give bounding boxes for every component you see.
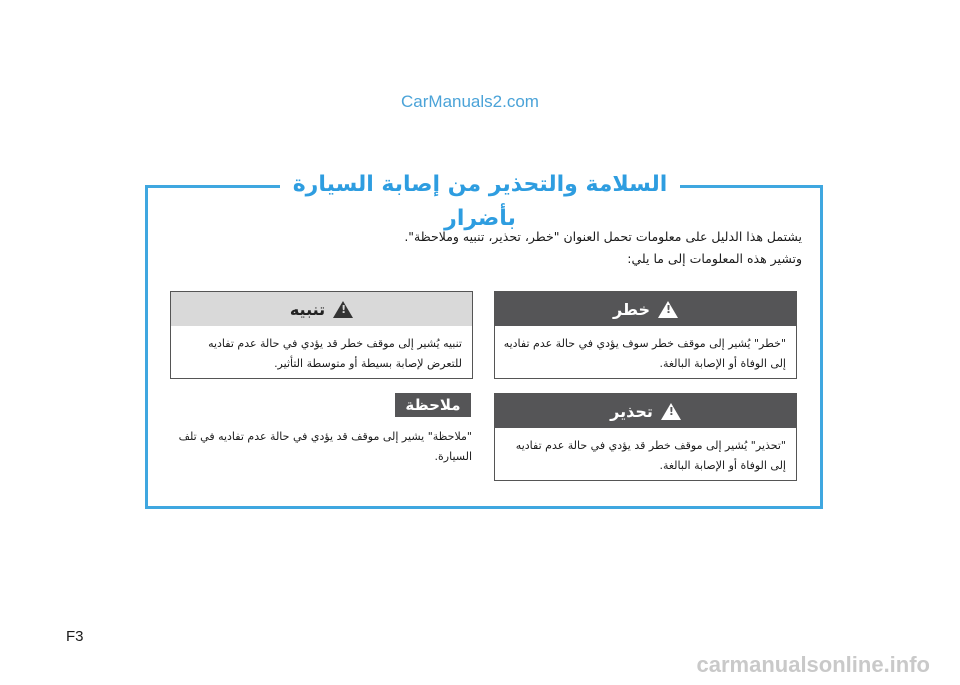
page-title: السلامة والتحذير من إصابة السيارة بأضرار <box>292 172 668 231</box>
warning-triangle-icon: ! <box>658 301 678 318</box>
intro-line-2: وتشير هذه المعلومات إلى ما يلي: <box>627 251 802 266</box>
warning-heading: تحذير <box>610 401 653 421</box>
warning-box <box>494 393 797 481</box>
caution-header <box>171 292 472 326</box>
warning-header <box>495 394 796 428</box>
page-number: F3 <box>66 628 84 645</box>
watermark-bottom[interactable]: carmanualsonline.info <box>696 652 930 677</box>
caution-text: تنبيه يُشير إلى موقف خطر قد يؤدي في حالة عدم تفاديه للتعرض لإصابة بسيطة أو متوسطة التأثير. <box>208 337 462 370</box>
title-wrap <box>280 168 680 231</box>
warning-text: "تحذير" يُشير إلى موقف خطر قد يؤدي في حالة عدم تفاديه إلى الوفاة أو الإصابة البالغة. <box>515 439 786 472</box>
danger-header <box>495 292 796 326</box>
intro-text <box>162 226 802 270</box>
danger-text: "خطر" يُشير إلى موقف خطر سوف يؤدي في حالة عدم تفاديه إلى الوفاة أو الإصابة البالغة. <box>503 337 786 370</box>
notice-tag: ملاحظة <box>395 393 471 417</box>
caution-heading: تنبيه <box>289 299 326 319</box>
warning-triangle-outline-icon: ! <box>333 301 353 318</box>
danger-box <box>494 291 797 379</box>
warning-triangle-icon: ! <box>661 403 681 420</box>
notice-text: "ملاحظة" يشير إلى موقف قد يؤدي في حالة عدم تفاديه في تلف السيارة. <box>178 430 472 463</box>
watermark-top[interactable]: CarManuals2.com <box>401 92 539 111</box>
intro-line-1: يشتمل هذا الدليل على معلومات تحمل العنوان "خطر، تحذير، تنبيه وملاحظة". <box>404 229 802 244</box>
caution-box <box>170 291 473 379</box>
danger-heading: خطر <box>612 299 651 319</box>
